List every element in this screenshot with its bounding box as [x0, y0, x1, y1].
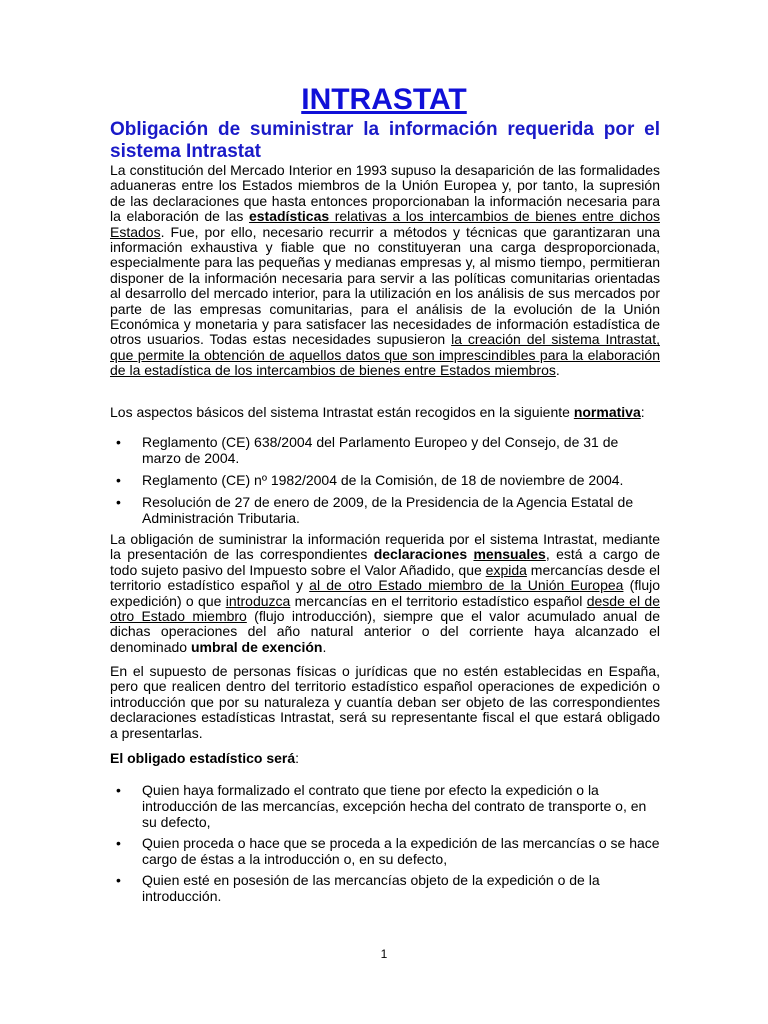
obligado-heading-text: El obligado estadístico será [110, 750, 296, 766]
list-item [110, 472, 660, 488]
page-number: 1 [380, 947, 388, 961]
obligacion-text-k: mercancías en el territorio estadístico español [290, 592, 587, 609]
expida-link[interactable]: expida [485, 561, 527, 578]
obligado-heading [110, 751, 660, 766]
list-item-text: Resolución de 27 de enero de 2009, de la Presidencia de la Agencia Estatal de Administración Tributaria. [142, 494, 634, 526]
normativa-text-c: : [640, 404, 645, 420]
intro-text-a: La constitución del Mercado Interior en 1993 supuso la desaparición de las formalidades aduaneras entre los Estados miembros de la Unión Europea y, por tanto, la supresión de las declaraciones que hasta entonces proporcionaban la información necesaria para la elaboración de las [110, 162, 660, 225]
bullet-icon: • [116, 782, 121, 798]
obligacion-paragraph [110, 532, 660, 655]
bullet-icon: • [116, 472, 121, 488]
list-item [110, 434, 660, 466]
list-item-text: Quien haya formalizado el contrato que tiene por efecto la expedición o la introducción de las mercancías, excepción hecha del contrato de transporte o, en su defecto, [142, 782, 647, 830]
list-item-text: Quien esté en posesión de las mercancías objeto de la expedición o de la introducción. [142, 872, 600, 904]
normativa-intro-paragraph [110, 405, 660, 420]
section-subtitle: Obligación de suministrar la información requerida por el sistema Intrastat [110, 119, 660, 162]
intercambios-link[interactable]: relativas a los intercambios de bienes entre dichos Estados [110, 208, 660, 240]
declaraciones-text: declaraciones [373, 546, 468, 563]
list-item-text: Reglamento (CE) nº 1982/2004 de la Comisión, de 18 de noviembre de 2004. [142, 472, 624, 488]
list-item-text: Reglamento (CE) 638/2004 del Parlamento Europeo y del Consejo, de 31 de marzo de 2004. [142, 434, 619, 466]
list-item [110, 835, 660, 867]
intro-text-d: . Fue, por ello, necesario recurrir a métodos y técnicas que garantizaran una información exhaustiva y fiable que no constituyeran una carga desproporcionada, especialmente para las pequeñas y medianas empresas y, al mismo tiempo, permitieran disponer de la información necesaria para servir a las políticas comunitarias orientadas al desarrollo del mercado interior, para la utilización en los análisis de sus mercados por parte de las empresas comunitarias, para el análisis de la evolución de la Unión Económica y monetaria y para satisfacer las necesidades de información estadística de otros usuarios. Todas estas necesidades supusieron [110, 223, 660, 348]
list-item [110, 782, 660, 830]
obligacion-text-e: , está a cargo de todo sujeto pasivo del Impuesto sobre el Valor Añadido, que [110, 546, 660, 578]
intro-paragraph [110, 163, 660, 379]
normativa-list [110, 434, 660, 526]
normativa-link[interactable]: normativa [573, 404, 641, 420]
obligado-heading-colon: : [295, 750, 300, 766]
bullet-icon: • [116, 872, 121, 888]
obligacion-text-m: (flujo introducción), siempre que el valor acumulado anual de dichas operaciones del año natural anterior o del corriente haya alcanzado el denominado [110, 608, 660, 655]
representante-paragraph: En el supuesto de personas físicas o jurídicas que no estén establecidas en España, pero que realicen dentro del territorio estadístico español operaciones de expedición o introducción que por su naturaleza y cuantía deban ser objeto de las correspondientes declaraciones estadísticas Intrastat, será su representante fiscal el que estará obligado a presentarlas. [110, 663, 660, 741]
otro-estado-link[interactable]: al de otro Estado miembro de la Unión Europea [309, 577, 624, 594]
bullet-icon: • [116, 494, 121, 510]
intrastat-creation-link[interactable]: la creación del sistema Intrastat, que permite la obtención de aquellos datos que son imprescindibles para la elaboración de la estadística de los intercambios de bienes entre Estados miembros [110, 331, 660, 379]
obligacion-text-a: La obligación de suministrar la información requerida por el sistema Intrastat, mediante la presentación de las correspondientes [110, 531, 660, 563]
normativa-text-a: Los aspectos básicos del sistema Intrastat están recogidos en la siguiente [110, 404, 574, 420]
page-title: INTRASTAT [301, 83, 467, 116]
obligacion-text-o: . [322, 638, 327, 655]
obligacion-text-g: mercancías desde el territorio estadístico español y [110, 561, 660, 594]
estadisticas-link[interactable]: estadísticas [248, 208, 330, 225]
umbral-text: umbral de exención [190, 638, 323, 655]
list-item [110, 872, 660, 904]
list-item [110, 494, 660, 526]
obligacion-text-i: (flujo expedición) o que [110, 577, 661, 609]
intro-text-f: . [555, 362, 560, 379]
mensuales-link[interactable]: mensuales [473, 546, 546, 563]
introduzca-link[interactable]: introduzca [225, 592, 291, 609]
bullet-icon: • [116, 434, 121, 450]
list-item-text: Quien proceda o hace que se proceda a la expedición de las mercancías o se hace cargo de éstas a la introducción o, en su defecto, [142, 835, 660, 867]
desde-otro-estado-link[interactable]: desde el de otro Estado miembro [110, 592, 660, 625]
bullet-icon: • [116, 835, 121, 851]
obligados-list [110, 782, 660, 904]
